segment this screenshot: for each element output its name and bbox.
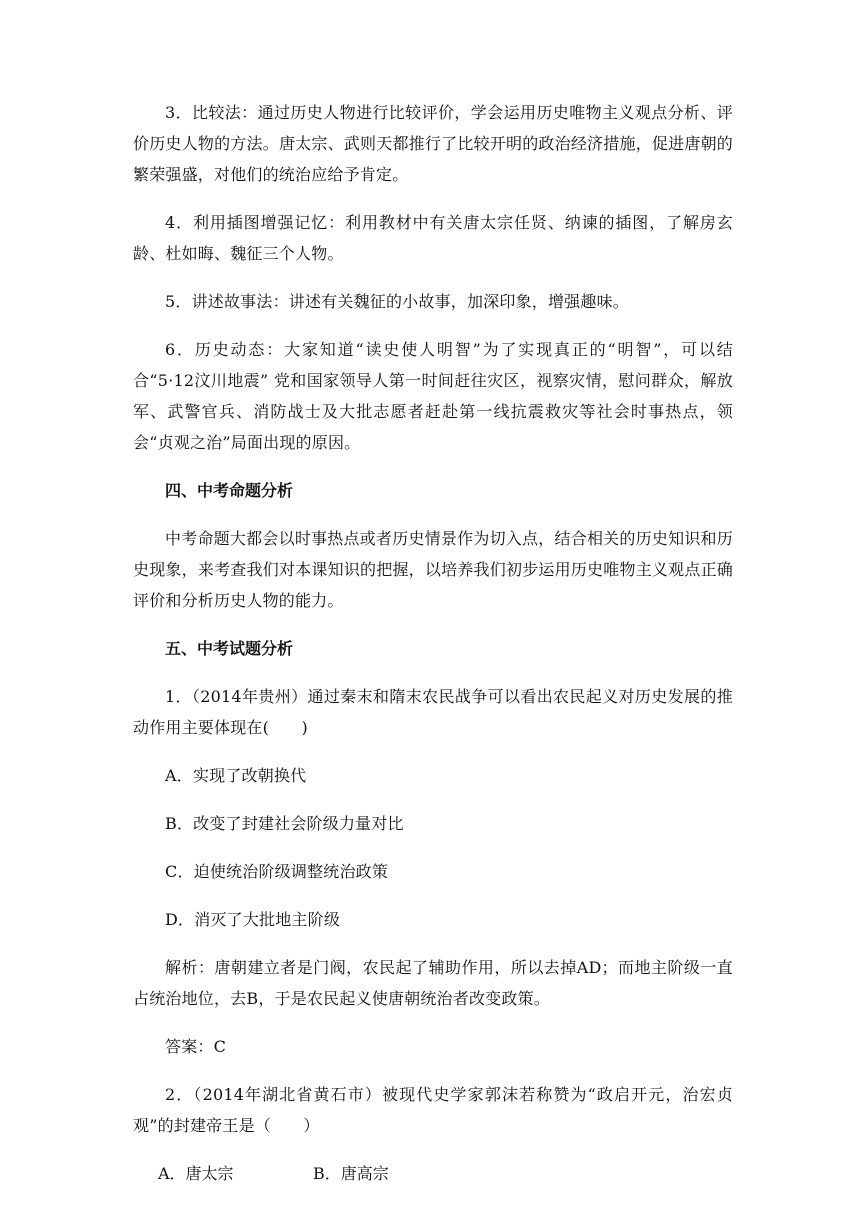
paragraph-method-6: 6．历史动态：大家知道“读史使人明智”为了实现真正的“明智”，可以结合“5·12汶川地震” 党和国家领导人第一时间赶往灾区，视察灾情，慰问群众，解放军、武警官兵、消防战士及大批志愿者赶赴第一线抗震救灾等社会时事热点，领会“贞观之治”局面出现的原因。 bbox=[133, 340, 733, 452]
paragraph-exam-analysis: 中考命题大都会以时事热点或者历史情景作为切入点，结合相关的历史知识和历史现象，来考查我们对本课知识的把握，以培养我们初步运用历史唯物主义观点正确评价和分析历史人物的能力。 bbox=[133, 529, 733, 610]
paragraph-method-3: 3．比较法：通过历史人物进行比较评价，学会运用历史唯物主义观点分析、评价历史人物的方法。唐太宗、武则天都推行了比较开明的政治经济措施，促进唐朝的繁荣强盛，对他们的统治应给予肯定。 bbox=[133, 103, 733, 184]
section-heading-exam-questions: 五、中考试题分析 bbox=[165, 639, 294, 658]
question-1-option-a: A．实现了改朝换代 bbox=[165, 766, 307, 785]
paragraph-method-4: 4．利用插图增强记忆：利用教材中有关唐太宗任贤、纳谏的插图，了解房玄龄、杜如晦、魏征三个人物。 bbox=[133, 213, 733, 263]
section-heading-exam-analysis: 四、中考命题分析 bbox=[165, 481, 294, 500]
question-1-option-b: B．改变了封建社会阶级力量对比 bbox=[165, 814, 404, 833]
question-2-option-b: B．唐高宗 bbox=[313, 1164, 389, 1183]
question-1-stem: 1．（2014年贵州）通过秦末和隋末农民战争可以看出农民起义对历史发展的推动作用主要体现在( ) bbox=[133, 687, 733, 737]
question-1-analysis: 解析：唐朝建立者是门阀，农民起了辅助作用，所以去掉AD；而地主阶级一直占统治地位，去B，于是农民起义使唐朝统治者改变政策。 bbox=[133, 958, 733, 1008]
document-body bbox=[133, 97, 733, 1189]
question-1-option-d: D．消灭了大批地主阶级 bbox=[165, 910, 341, 929]
paragraph-method-5: 5．讲述故事法：讲述有关魏征的小故事，加深印象，增强趣味。 bbox=[165, 292, 629, 311]
question-2-options bbox=[133, 1158, 733, 1189]
question-2-stem: 2．（2014年湖北省黄石市）被现代史学家郭沫若称赞为“政启开元，治宏贞观”的封建帝王是（ ） bbox=[133, 1085, 733, 1135]
question-1-answer: 答案：C bbox=[165, 1037, 227, 1056]
question-1-option-c: C．迫使统治阶级调整统治政策 bbox=[165, 862, 389, 881]
question-2-option-a: A．唐太宗 bbox=[158, 1164, 234, 1183]
